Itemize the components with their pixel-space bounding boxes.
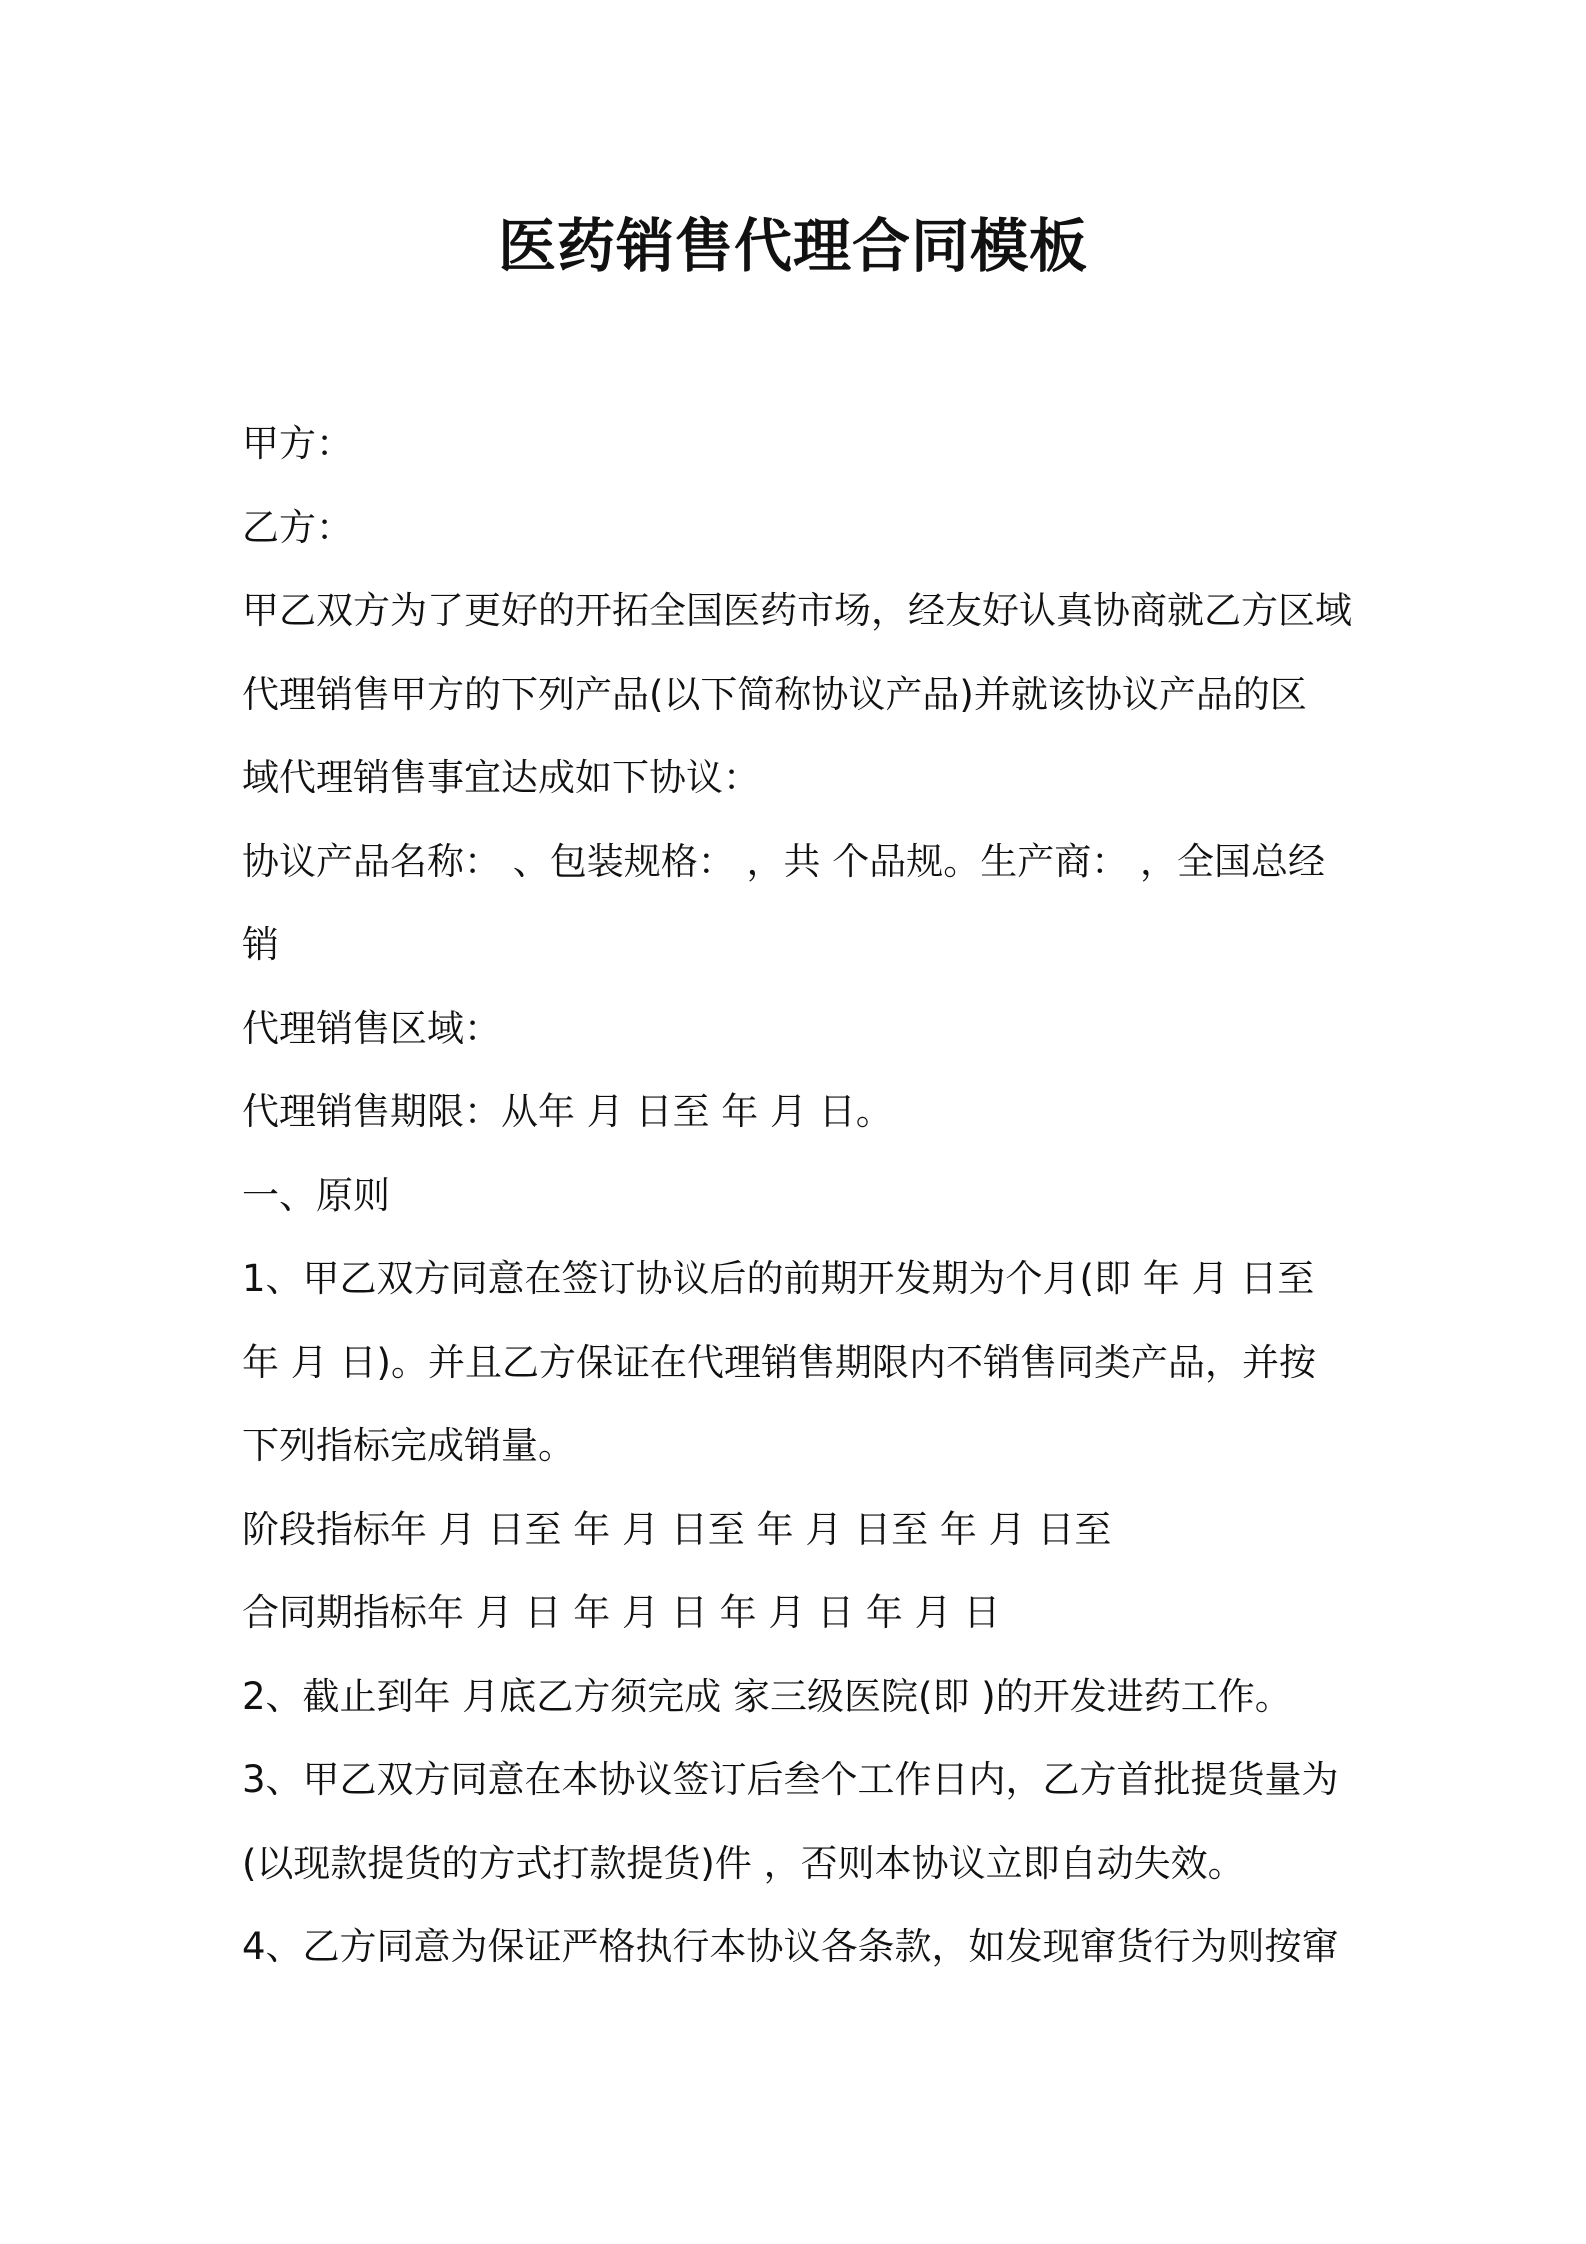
- clause-line: 2、截止到年 月底乙方须完成 家三级医院(即 )的开发进药工作。: [242, 1674, 1292, 1718]
- product-info-line: 销: [242, 923, 279, 966]
- contract-target-line: 合同期指标年 月 日 年 月 日 年 月 日 年 月 日: [242, 1591, 1001, 1634]
- clause-line: 下列指标完成销量。: [242, 1424, 575, 1467]
- sales-period-line: 代理销售期限：从年 月 日至 年 月 日。: [242, 1090, 893, 1133]
- product-info-line: 协议产品名称： 、包装规格： ，共 个品规。生产商： ，全国总经: [242, 839, 1326, 883]
- party-b-line: 乙方：: [242, 505, 353, 549]
- preamble-line: 代理销售甲方的下列产品(以下简称协议产品)并就该协议产品的区: [242, 672, 1307, 716]
- preamble-line: 域代理销售事宜达成如下协议：: [242, 756, 760, 799]
- stage-target-line: 阶段指标年 月 日至 年 月 日至 年 月 日至 年 月 日至: [242, 1507, 1112, 1551]
- clause-line: 1、甲乙双方同意在签订协议后的前期开发期为个月(即 年 月 日至: [242, 1257, 1315, 1300]
- clause-line: 年 月 日)。并且乙方保证在代理销售期限内不销售同类产品，并按: [242, 1340, 1316, 1384]
- sales-region-line: 代理销售区域：: [242, 1006, 501, 1050]
- clause-line: 3、甲乙双方同意在本协议签订后叁个工作日内，乙方首批提货量为: [242, 1758, 1339, 1801]
- preamble-line: 甲乙双方为了更好的开拓全国医药市场，经友好认真协商就乙方区域: [242, 589, 1352, 632]
- party-a-line: 甲方：: [242, 422, 353, 465]
- section-heading: 一、原则: [242, 1173, 390, 1217]
- document-title: 医药销售代理合同模板: [497, 212, 1088, 280]
- document-body: [242, 402, 1362, 1989]
- clause-line: (以现款提货的方式打款提货)件 ，否则本协议立即自动失效。: [242, 1841, 1245, 1885]
- clause-line: 4、乙方同意为保证严格执行本协议各条款，如发现窜货行为则按窜: [242, 1925, 1339, 1968]
